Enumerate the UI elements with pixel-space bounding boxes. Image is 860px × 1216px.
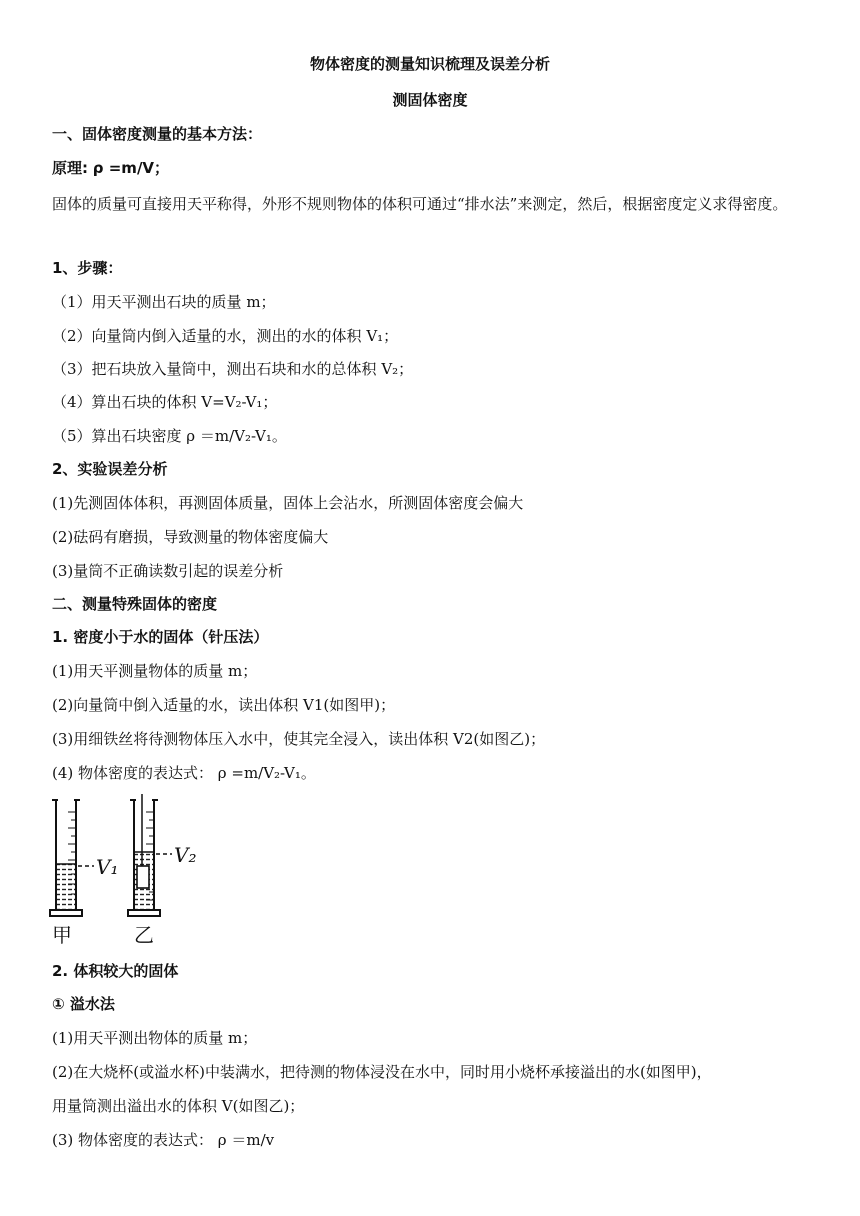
subsection-2-heading: 2. 体积较大的固体	[52, 962, 179, 980]
cylinder-b	[128, 794, 172, 916]
label-v2: V₂	[174, 843, 197, 867]
doc-subtitle: 测固体密度	[392, 91, 468, 109]
error-heading: 2、实验误差分析	[52, 460, 168, 478]
cylinder-a	[50, 800, 94, 916]
needle-step-2: (2)向量筒中倒入适量的水，读出体积 V1(如图甲)；	[52, 696, 396, 714]
needle-step-3: (3)用细铁丝将待测物体压入水中，使其完全浸入，读出体积 V2(如图乙)；	[52, 730, 546, 748]
section-2-heading: 二、测量特殊固体的密度	[52, 595, 218, 613]
step-3: （3）把石块放入量筒中，测出石块和水的总体积 V₂；	[52, 360, 414, 378]
error-3: (3)量筒不正确读数引起的误差分析	[52, 562, 284, 580]
principle-label: 原理:	[52, 159, 88, 177]
step-1: （1）用天平测出石块的质量 m；	[52, 293, 276, 311]
step-4: （4）算出石块的体积 V=V₂-V₁；	[52, 393, 278, 411]
principle-line	[52, 158, 169, 178]
overflow-step-1: (1)用天平测出物体的质量 m；	[52, 1029, 258, 1047]
caption-a: 甲	[52, 923, 72, 947]
needle-step-4: (4) 物体密度的表达式： ρ =m/V₂-V₁。	[52, 764, 316, 782]
overflow-step-3: (3) 物体密度的表达式： ρ ＝m/v	[52, 1131, 275, 1149]
overflow-step-2a: (2)在大烧杯(或溢水杯)中装满水，把待测的物体浸没在水中，同时用小烧杯承接溢出的水(如图甲)，	[52, 1063, 712, 1081]
caption-b: 乙	[134, 923, 154, 947]
section-1-heading: 一、固体密度测量的基本方法：	[52, 125, 263, 143]
error-2: (2)砝码有磨损，导致测量的物体密度偏大	[52, 528, 329, 546]
cylinders-figure	[44, 792, 214, 952]
steps-heading: 1、步骤：	[52, 259, 123, 277]
step-2: （2）向量筒内倒入适量的水，测出的水的体积 V₁；	[52, 327, 399, 345]
overflow-method-heading: ① 溢水法	[52, 995, 115, 1013]
intro-paragraph: 固体的质量可直接用天平称得，外形不规则物体的体积可通过“排水法”来测定，然后，根据密度定义求得密度。	[52, 195, 788, 213]
step-5: （5）算出石块密度 ρ ＝m/V₂-V₁。	[52, 427, 287, 445]
label-v1: V₁	[96, 855, 119, 879]
principle-formula: ρ =m/V；	[92, 159, 170, 177]
needle-step-1: (1)用天平测量物体的质量 m；	[52, 662, 258, 680]
error-1: (1)先测固体体积，再测固体质量，固体上会沾水，所测固体密度会偏大	[52, 494, 524, 512]
overflow-step-2b: 用量筒测出溢出水的体积 V(如图乙)；	[52, 1097, 305, 1115]
subsection-1-heading: 1. 密度小于水的固体（针压法）	[52, 628, 269, 646]
doc-title: 物体密度的测量知识梳理及误差分析	[309, 55, 550, 73]
